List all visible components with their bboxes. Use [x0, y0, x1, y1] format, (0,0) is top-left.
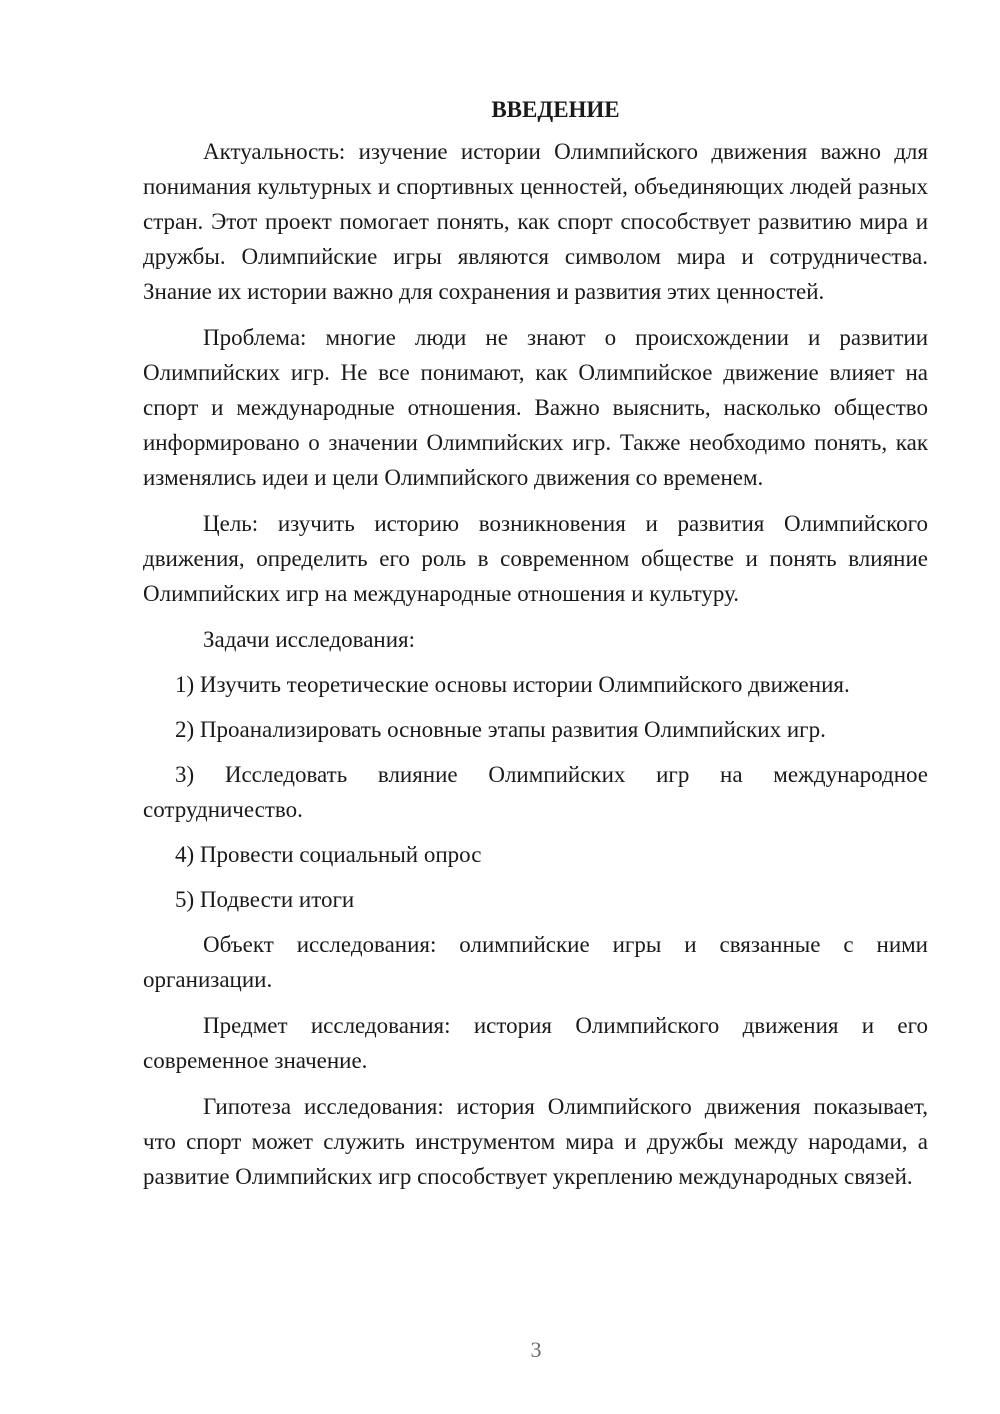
- task-item-2: 2) Проанализировать основные этапы развития Олимпийских игр.: [175, 717, 826, 742]
- page-title: ВВЕДЕНИЕ: [491, 97, 620, 122]
- subject-paragraph: Предмет исследования: история Олимпийского движения и его современное значение.: [143, 1013, 928, 1073]
- hypothesis-paragraph: Гипотеза исследования: история Олимпийского движения показывает, что спорт может служить инструментом мира и дружбы между народами, а развитие Олимпийских игр способствует укреплению международных связей.: [143, 1094, 928, 1189]
- task-item-1: 1) Изучить теоретические основы истории Олимпийского движения.: [175, 672, 850, 697]
- tasks-list: [143, 667, 928, 917]
- tasks-title: Задачи исследования:: [203, 627, 416, 652]
- task-item-5: 5) Подвести итоги: [175, 887, 355, 912]
- task-item-3: 3) Исследовать влияние Олимпийских игр на международное сотрудничество.: [143, 762, 928, 822]
- page-number: 3: [530, 1337, 542, 1362]
- goal-paragraph: Цель: изучить историю возникновения и развития Олимпийского движения, определить его роль в современном обществе и понять влияние Олимпийских игр на международные отношения и культуру.: [143, 511, 928, 606]
- task-item-4: 4) Провести социальный опрос: [175, 842, 482, 867]
- problem-paragraph: Проблема: многие люди не знают о происхождении и развитии Олимпийских игр. Не все понимают, как Олимпийское движение влияет на спорт и международные отношения. Важно выяснить, насколько общество информировано о значении Олимпийских игр. Также необходимо понять, как изменялись идеи и цели Олимпийского движения со временем.: [143, 325, 928, 490]
- relevance-paragraph: Актуальность: изучение истории Олимпийского движения важно для понимания культурных и спортивных ценностей, объединяющих людей разных стран. Этот проект помогает понять, как спорт способствует развитию мира и дружбы. Олимпийские игры являются символом мира и сотрудничества. Знание их истории важно для сохранения и развития этих ценностей.: [143, 139, 928, 304]
- page-content: [143, 92, 928, 1205]
- object-paragraph: Объект исследования: олимпийские игры и связанные с ними организации.: [143, 932, 928, 992]
